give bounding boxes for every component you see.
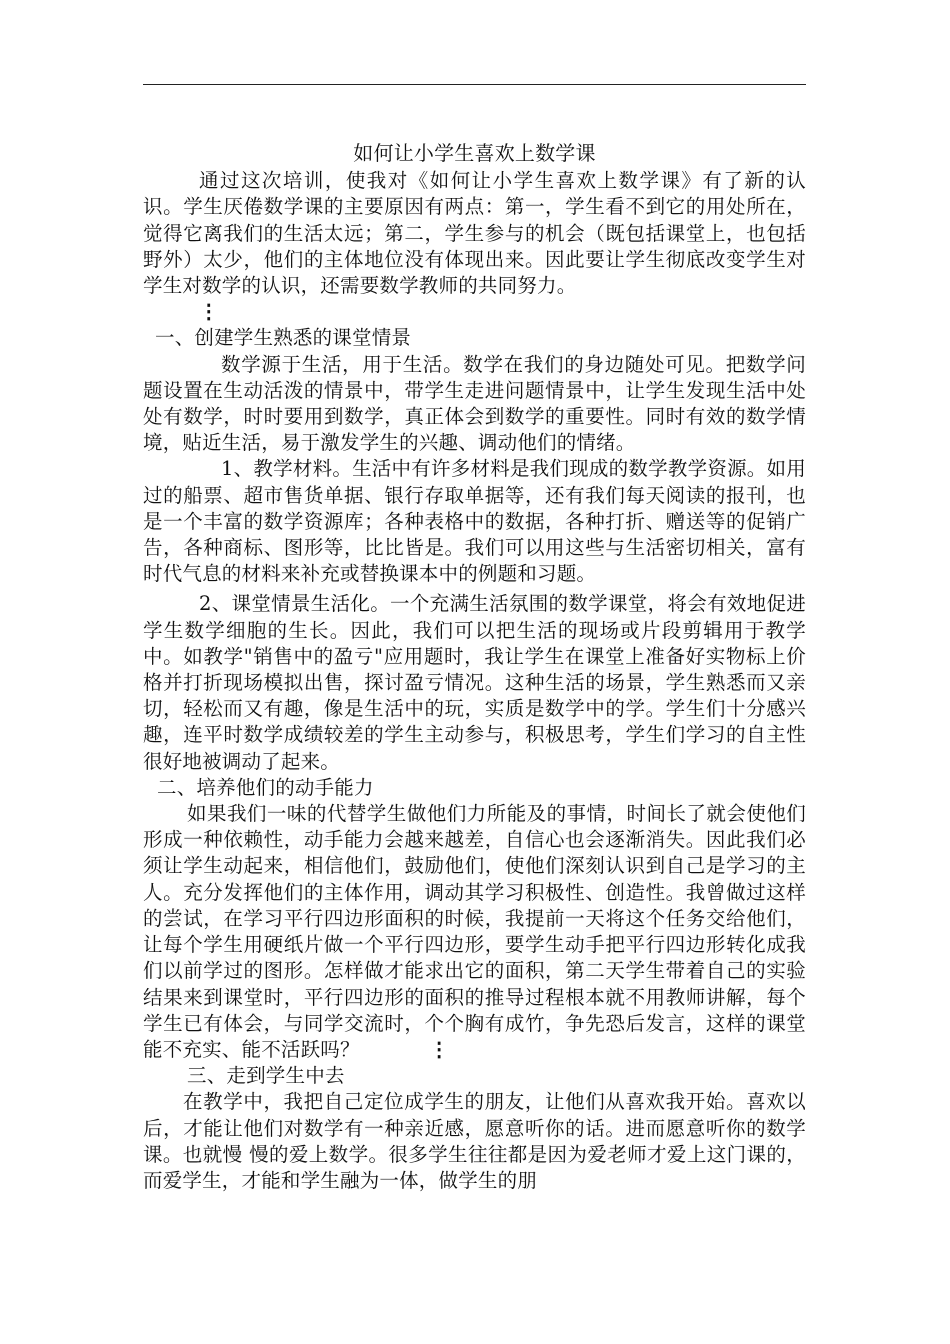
document-body	[143, 140, 806, 1194]
section1-paragraph: 数学源于生活，用于生活。数学在我们的身边随处可见。把数学问题设置在生动活泼的情景中，带学生走进问题情景中，让学生发现生活中处处有数学，时时要用到数学，真正体会到数学的重要性。同时有效的数学情境，贴近生活，易于激发学生的兴趣、调动他们的情绪。	[143, 352, 806, 455]
header-rule	[143, 84, 806, 85]
continuation-mark-2: ⋮	[429, 1037, 449, 1061]
section2-paragraph: 如果我们一味的代替学生做他们力所能及的事情，时间长了就会使他们形成一种依赖性，动手能力会越来越差，自信心也会逐渐消失。因此我们必须让学生动起来，相信他们，鼓励他们，使他们深刻认识到自己是学习的主人。充分发挥他们的主体作用，调动其学习积极性、创造性。我曾做过这样的尝试，在学习平行四边形面积的时候，我提前一天将这个任务交给他们，让每个学生用硬纸片做一个平行四边形，要学生动手把平行四边形转化成我们以前学过的图形。怎样做才能求出它的面积，第二天学生带着自己的实验结果来到课堂时，平行四边形的面积的推导过程根本就不用教师讲解，每个学生已有体会，与同学交流时，个个胸有成竹，争先恐后发言，这样的课堂能不充实、能不活跃吗？ ⋮	[143, 801, 806, 1063]
section1-heading: 一、创建学生熟悉的课堂情景	[155, 326, 412, 350]
document-title: 如何让小学生喜欢上数学课	[353, 141, 596, 165]
continuation-mark: ⋮	[199, 300, 219, 324]
intro-paragraph: 通过这次培训，使我对《如何让小学生喜欢上数学课》有了新的认识。学生厌倦数学课的主要原因有两点：第一，学生看不到它的用处所在，觉得它离我们的生活太远；第二，学生参与的机会（既包括课堂上，也包括野外）太少，他们的主体地位没有体现出来。因此要让学生彻底改变学生对学生对数学的认识，还需要数学教师的共同努力。 ⋮	[143, 168, 806, 325]
section2-heading: 二、培养他们的动手能力	[157, 775, 374, 799]
section1-item1: 1、教学材料。生活中有许多材料是我们现成的数学教学资源。如用过的船票、超市售货单据、银行存取单据等，还有我们每天阅读的报刊，也是一个丰富的数学资源库；各种表格中的数据，各种打折、赠送等的促销广告，各种商标、图形等，比比皆是。我们可以用这些与生活密切相关，富有时代气息的材料来补充或替换课本中的例题和习题。	[143, 457, 806, 586]
section1-item2: 2、课堂情景生活化。一个充满生活氛围的数学课堂，将会有效地促进学生数学细胞的生长。因此，我们可以把生活的现场或片段剪辑用于教学中。如教学"销售中的盈亏"应用题时，我让学生在课堂上准备好实物标上价格并打折现场模拟出售，探讨盈亏情况。这种生活的场景，学生熟悉而又亲切，轻松而又有趣，像是生活中的玩，实质是数学中的学。学生们十分感兴趣，连平时数学成绩较差的学生主动参与，积极思考，学生们学习的自主性很好地被调动了起来。	[143, 592, 806, 773]
section3-heading: 三、走到学生中去	[187, 1064, 345, 1088]
section3-paragraph: 在教学中，我把自己定位成学生的朋友，让他们从喜欢我开始。喜欢以后，才能让他们对数学有一种亲近感，愿意听你的话。进而愿意听你的数学课。也就慢 慢的爱上数学。很多学生往往都是因为爱老师才爱上这门课的，而爱学生，才能和学生融为一体，做学生的朋	[143, 1090, 806, 1192]
